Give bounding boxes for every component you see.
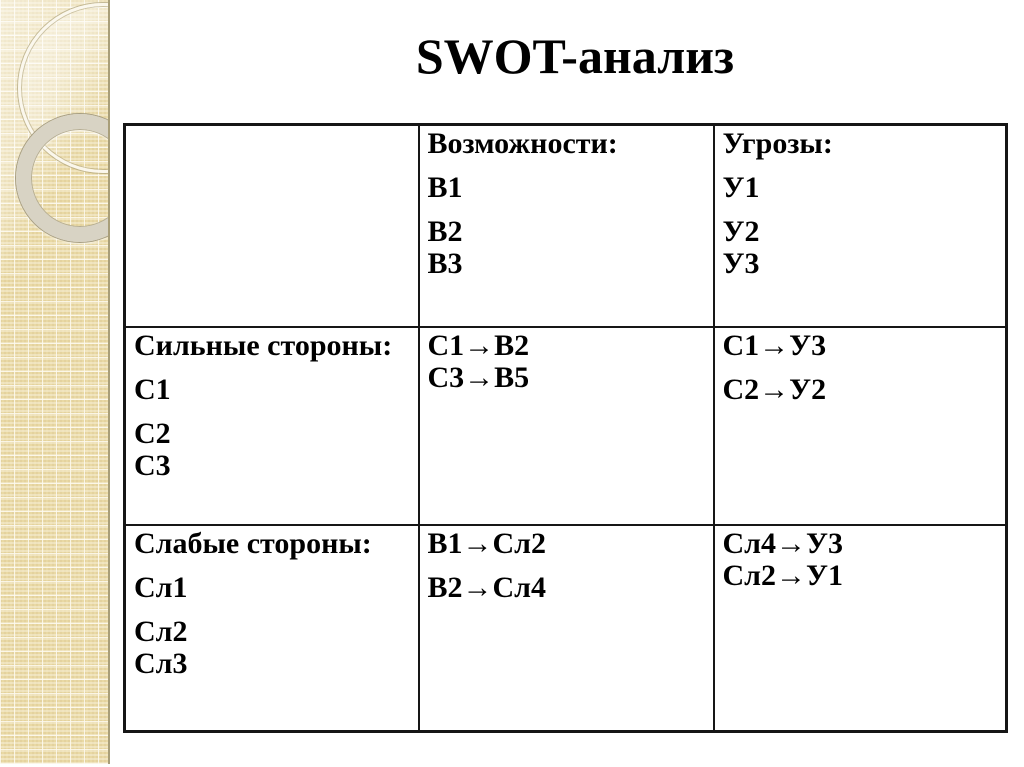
weaknesses-header-cell — [125, 525, 419, 732]
weaknesses-opportunities-cell — [419, 525, 714, 732]
cell-line: Сл4→У3 — [722, 526, 844, 560]
cell-line: У1 — [722, 171, 760, 204]
cell-line: С1→У3 — [722, 328, 827, 362]
cell-line: В2→Сл4 — [427, 570, 547, 604]
decorative-sidebar — [0, 0, 110, 764]
cell-line: В1→Сл2 — [427, 526, 547, 560]
strengths-header-cell — [125, 327, 419, 525]
swot-table-body — [125, 125, 1007, 732]
cell-line: В3 — [427, 247, 463, 280]
strengths-opportunities-cell — [419, 327, 714, 525]
corner-cell — [125, 125, 419, 327]
cell-line: С2→У2 — [722, 372, 827, 406]
cell-line: Слабые стороны: — [134, 526, 372, 560]
cell-line: С3 — [134, 448, 171, 482]
cell-line: В1 — [427, 171, 463, 204]
table-row — [125, 125, 1007, 327]
cell-line: У3 — [722, 247, 760, 280]
table-row — [125, 525, 1007, 732]
cell-line: Сл3 — [134, 646, 188, 680]
table-row — [125, 327, 1007, 525]
cell-line: Угрозы: — [722, 127, 833, 160]
cell-line: Сл1 — [134, 570, 188, 604]
weaknesses-threats-cell — [714, 525, 1007, 732]
cell-line: С1 — [134, 372, 171, 406]
cell-line: С2 — [134, 416, 171, 450]
cell-line: Сл2 — [134, 614, 188, 648]
cell-line: У2 — [722, 215, 760, 248]
swot-table — [123, 123, 1008, 733]
cell-line: Сл2→У1 — [722, 558, 844, 592]
strengths-threats-cell — [714, 327, 1007, 525]
cell-line: Сильные стороны: — [134, 328, 393, 362]
slide-title: SWOT-анализ — [415, 28, 735, 84]
threats-header-cell — [714, 125, 1007, 327]
cell-line: В2 — [427, 215, 463, 248]
opportunities-header-cell — [419, 125, 714, 327]
cell-line: Возможности: — [427, 127, 618, 160]
cell-line: С1→В2 — [427, 328, 530, 362]
cell-line: С3→В5 — [427, 360, 530, 394]
